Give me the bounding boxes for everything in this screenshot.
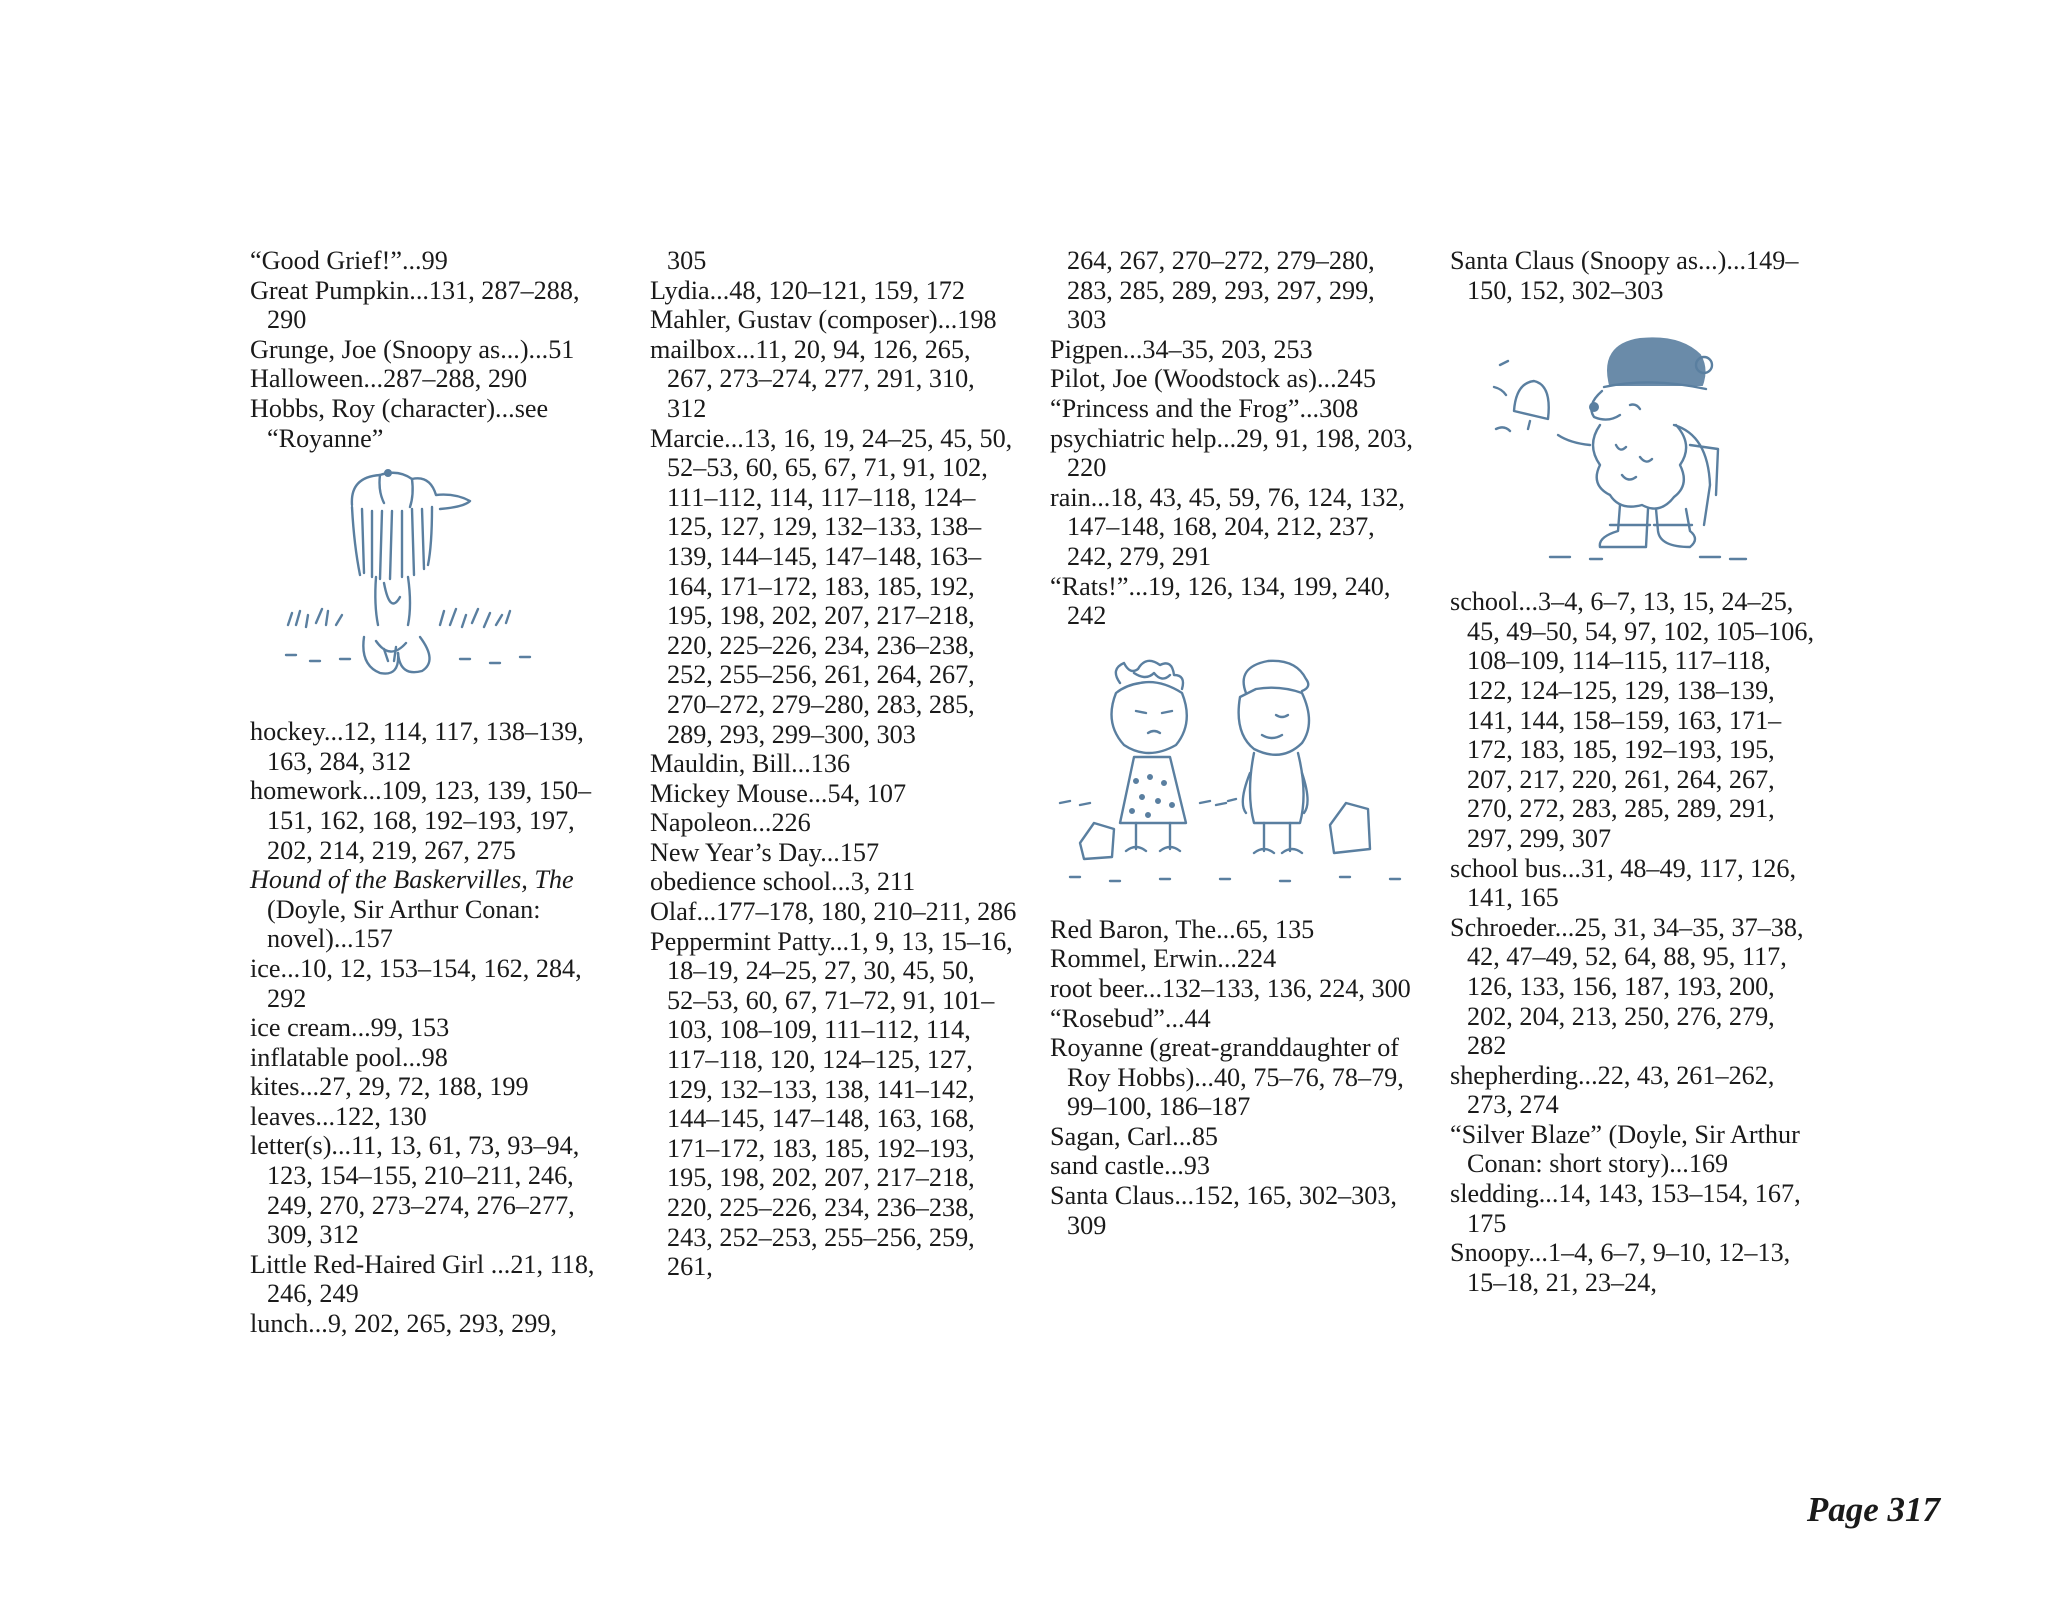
index-entry: psychiatric help...29, 91, 198, 203, 220 [1050, 423, 1413, 483]
index-entry: kites...27, 29, 72, 188, 199 [250, 1072, 529, 1102]
index-entry: root beer...132–133, 136, 224, 300 [1050, 973, 1411, 1003]
index-entry: Great Pumpkin...131, 287–288, 290 [250, 275, 580, 335]
index-entry: sledding...14, 143, 153–154, 167, 175 [1450, 1179, 1801, 1238]
snoopy-santa-ringing-bell-drawing [1490, 325, 1820, 565]
index-entry: Royanne (great-granddaughter of Roy Hobbs)...40, 75–76, 78–79, 99–100, 186–187 [1050, 1033, 1404, 1122]
index-entry: mailbox...11, 20, 94, 126, 265, 267, 273–274, 277, 291, 310, 312 [650, 334, 975, 423]
peppermint-patty-kneeling-drawing [280, 465, 620, 695]
index-entry: Red Baron, The...65, 135 [1050, 914, 1315, 944]
index-entry: inflatable pool...98 [250, 1042, 448, 1072]
index-entry: Hobbs, Roy (character)...see “Royanne” [250, 393, 549, 453]
index-entry: Mauldin, Bill...136 [650, 749, 851, 779]
index-entry: Schroeder...25, 31, 34–35, 37–38, 42, 47–49, 52, 64, 88, 95, 117, 126, 133, 156, 187, 193, 200, 202, 204, 213, 250, 276, 279, 282 [1450, 912, 1804, 1061]
index-entry [250, 865, 620, 954]
index-entry: rain...18, 43, 45, 59, 76, 124, 132, 147–148, 168, 204, 212, 237, 242, 279, 291 [1050, 482, 1405, 571]
index-entry-rest: (Doyle, Sir Arthur Conan: novel)...157 [267, 894, 541, 954]
index-entry: letter(s)...11, 13, 61, 73, 93–94, 123, 154–155, 210–211, 246, 249, 270, 273–274, 276–277, 309, 312 [250, 1131, 580, 1250]
index-entry: Grunge, Joe (Snoopy as...)...51 [250, 334, 575, 364]
index-entry: Santa Claus (Snoopy as...)...149–150, 152, 302–303 [1450, 246, 1799, 305]
index-entry-continued: 264, 267, 270–272, 279–280, 283, 285, 289, 293, 297, 299, 303 [1067, 246, 1375, 335]
index-entry: ice...10, 12, 153–154, 162, 284, 292 [250, 953, 582, 1013]
index-entry: “Silver Blaze” (Doyle, Sir Arthur Conan: short story)...169 [1450, 1119, 1800, 1179]
index-entry: obedience school...3, 211 [650, 867, 916, 897]
index-entry: “Princess and the Frog”...308 [1050, 393, 1359, 423]
index-entry: school...3–4, 6–7, 13, 15, 24–25, 45, 49–50, 54, 97, 102, 105–106, 108–109, 114–115, 117–118, 122, 124–125, 129, 138–139, 141, 144, 158–159, 163, 171–172, 183, 185, 192–193, 195, 207, 217, 220, 261, 264, 267, 270, 272, 283, 285, 289, 291, 297, 299, 307 [1450, 587, 1814, 853]
index-entry: leaves...122, 130 [250, 1101, 427, 1131]
index-entry: “Rosebud”...44 [1050, 1003, 1211, 1033]
index-column-3 [1050, 246, 1420, 1240]
index-entry: Olaf...177–178, 180, 210–211, 286 [650, 897, 1017, 927]
index-entry: Lydia...48, 120–121, 159, 172 [650, 275, 965, 305]
index-entry: Rommel, Erwin...224 [1050, 944, 1277, 974]
index-entry: school bus...31, 48–49, 117, 126, 141, 165 [1450, 853, 1797, 913]
index-entry: Mahler, Gustav (composer)...198 [650, 305, 997, 335]
index-entry: Peppermint Patty...1, 9, 13, 15–16, 18–19, 24–25, 27, 30, 45, 50, 52–53, 60, 67, 71–72, 91, 101–103, 108–109, 111–112, 114, 117–118, 120, 124–125, 127, 129, 132–133, 138, 141–142, 144–145, 147–148, 163, 168, 171–172, 183, 185, 192–193, 195, 198, 202, 207, 217–218, 220, 225–226, 234, 236–238, 243, 252–253, 255–256, 259, 261, [650, 926, 1013, 1282]
index-entry: Halloween...287–288, 290 [250, 364, 528, 394]
index-entry-continued: 305 [667, 246, 707, 275]
index-entry: shepherding...22, 43, 261–262, 273, 274 [1450, 1060, 1775, 1120]
book-title: Hound of the Baskervilles, The [250, 865, 574, 895]
index-entry: Napoleon...226 [650, 808, 811, 838]
index-entry: hockey...12, 114, 117, 138–139, 163, 284, 312 [250, 717, 584, 776]
index-entry: lunch...9, 202, 265, 293, 299, [250, 1309, 557, 1339]
index-entry: Mickey Mouse...54, 107 [650, 778, 907, 808]
index-entry: Santa Claus...152, 165, 302–303, 309 [1050, 1181, 1397, 1240]
index-entry: Pilot, Joe (Woodstock as)...245 [1050, 364, 1376, 394]
index-entry: sand castle...93 [1050, 1151, 1210, 1181]
index-entry: Marcie...13, 16, 19, 24–25, 45, 50, 52–53, 60, 65, 67, 71, 91, 102, 111–112, 114, 117–118, 124–125, 127, 129, 132–133, 138–139, 144–145, 147–148, 163–164, 171–172, 183, 185, 192, 195, 198, 202, 207, 217–218, 220, 225–226, 234, 236–238, 252, 255–256, 261, 264, 267, 270–272, 279–280, 283, 285, 289, 293, 299–300, 303 [650, 423, 1013, 749]
index-entry: “Good Grief!”...99 [250, 246, 448, 275]
index-column-2 [650, 246, 1020, 1282]
index-entry: Little Red-Haired Girl ...21, 118, 246, 249 [250, 1249, 595, 1309]
sally-and-charlie-brown-drawing [1050, 653, 1420, 893]
index-entry: homework...109, 123, 139, 150–151, 162, 168, 192–193, 197, 202, 214, 219, 267, 275 [250, 776, 592, 865]
index-column-4 [1450, 246, 1820, 1297]
index-entry: Snoopy...1–4, 6–7, 9–10, 12–13, 15–18, 21, 23–24, [1450, 1238, 1791, 1297]
index-entry: New Year’s Day...157 [650, 837, 880, 867]
index-entry: Pigpen...34–35, 203, 253 [1050, 334, 1313, 364]
index-entry: “Rats!”...19, 126, 134, 199, 240, 242 [1050, 571, 1391, 631]
index-entry: ice cream...99, 153 [250, 1013, 450, 1043]
index-entry: Sagan, Carl...85 [1050, 1121, 1219, 1151]
page-number: Page 317 [1806, 1490, 1940, 1529]
index-column-1 [250, 246, 620, 1339]
